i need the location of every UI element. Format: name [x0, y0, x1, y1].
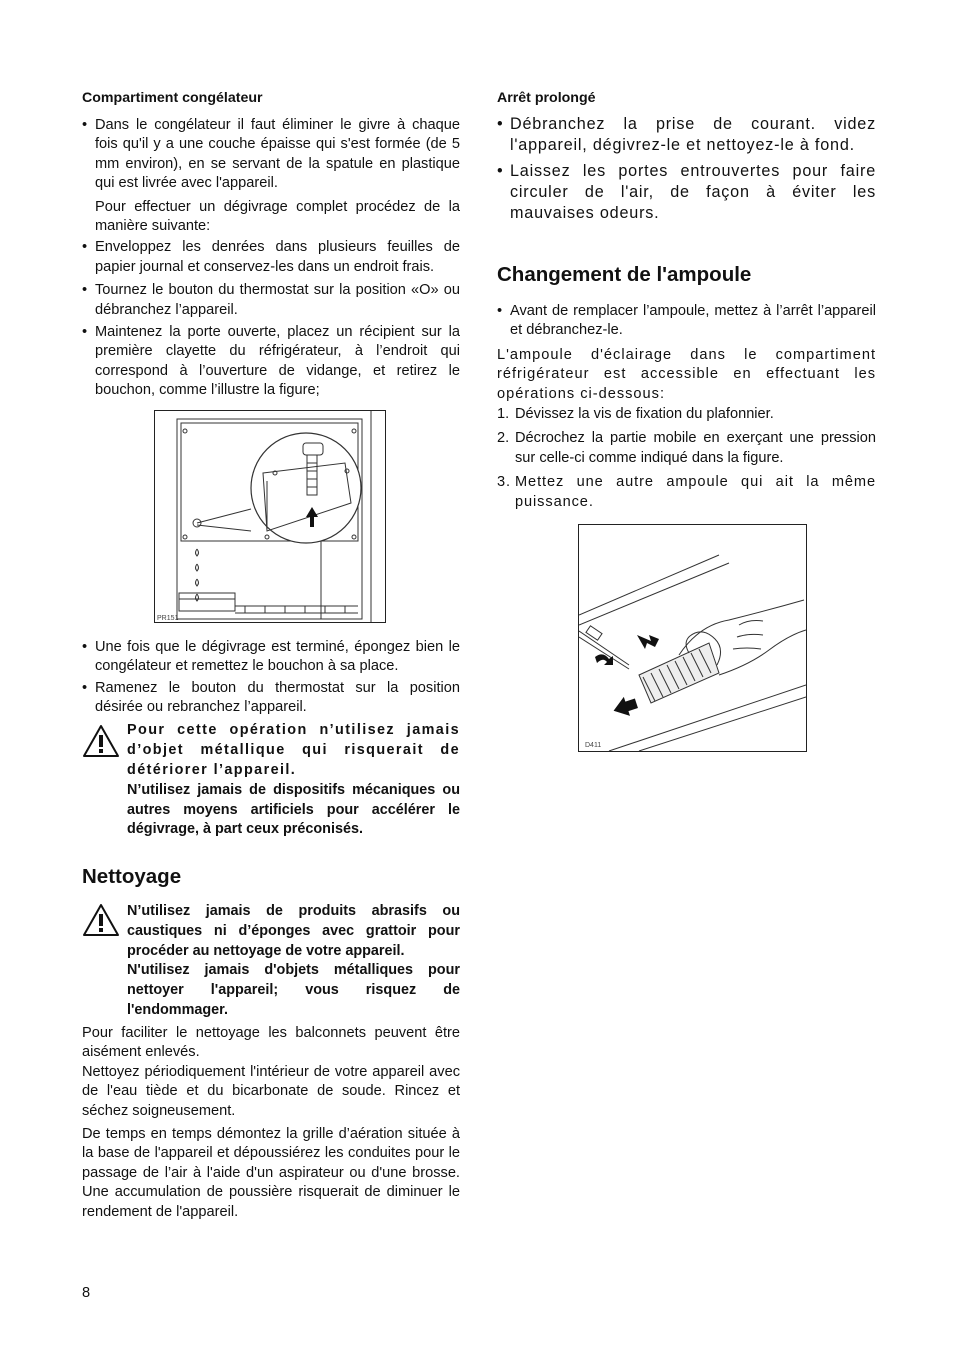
warning-cleaning	[82, 902, 460, 1021]
step-text: Dévissez la vis de fixation du plafonnier.	[515, 406, 774, 423]
freezer-bullet-4: • Maintenez la porte ouverte, placez un récipient sur la première clayette du réfrigérateur, à l’endroit qui correspond à l’ouverture de vidange, et retirez le bouchon, comme l’illustre la figure;	[82, 323, 460, 401]
left-column	[82, 88, 460, 1222]
step-text: Mettez une autre ampoule qui ait la même puissance.	[515, 474, 876, 510]
step-number: 1.	[497, 406, 510, 423]
step-number: 3.	[497, 474, 511, 491]
bulb-figure	[578, 524, 807, 752]
freezer-bullet-5: • Une fois que le dégivrage est terminé, épongez bien le congélateur et remettez le bouchon à sa place.	[82, 638, 460, 677]
step-number: 2.	[497, 430, 510, 447]
cleaning-paragraph-1: Pour faciliter le nettoyage les balconnets peuvent être aisément enlevés.	[82, 1024, 460, 1061]
long-stop-bullet-2: • Laissez les portes entrouvertes pour faire circuler de l'air, de façon à éviter les mauvaises odeurs.	[497, 161, 876, 224]
defrost-figure	[154, 410, 386, 623]
freezer-paragraph-1: Pour effectuer un dégivrage complet procédez de la manière suivante:	[95, 198, 460, 235]
cleaning-heading: Nettoyage	[82, 865, 182, 889]
freezer-heading: Compartiment congélateur	[82, 90, 263, 106]
freezer-bullet-1: • Dans le congélateur il faut éliminer le givre à chaque fois qu'il y a une couche épaisse qui s'est formée (de 5 mm environ), en se servant de la spatule en plastique qui est livrée avec l'appareil.	[82, 116, 460, 194]
bulb-step-3	[497, 473, 876, 512]
freezer-bullet-2: • Enveloppez les denrées dans plusieurs feuilles de papier journal et conservez-les dans un endroit frais.	[82, 238, 460, 277]
warning-defrost-text-2: N’utilisez jamais de dispositifs mécaniques ou autres moyens artificiels pour accélérer le dégivrage, à part ceux préconisés.	[127, 781, 460, 838]
freezer-bullet-6: • Ramenez le bouton du thermostat sur la position désirée ou rebranchez l’appareil.	[82, 679, 460, 718]
freezer-bullet-3: • Tournez le bouton du thermostat sur la position «O» ou débranchez l’appareil.	[82, 281, 460, 320]
page-number: 8	[82, 1285, 91, 1301]
figure-code: PR151	[157, 614, 179, 622]
warning-defrost	[82, 721, 460, 840]
bulb-paragraph: L'ampoule d'éclairage dans le compartiment réfrigérateur est accessible en effectuant les opérations ci-dessous:	[497, 346, 876, 402]
right-column	[497, 88, 876, 752]
warning-cleaning-text-1: N’utilisez jamais de produits abrasifs ou caustiques ni d’éponges avec grattoir pour procéder au nettoyage de votre appareil.	[127, 903, 460, 959]
figure-code: D411	[585, 742, 602, 750]
warning-icon	[82, 903, 120, 937]
step-text: Décrochez la partie mobile en exerçant une pression sur celle-ci comme indiqué dans la figure.	[515, 430, 876, 466]
cleaning-paragraph-2: Nettoyez périodiquement l'intérieur de votre appareil avec de l'eau tiède et du bicarbonate de soude. Rincez et séchez soigneusement.	[82, 1063, 460, 1119]
long-stop-heading: Arrêt prolongé	[497, 90, 596, 106]
long-stop-bullet-1: • Débranchez la prise de courant. videz l'appareil, dégivrez-le et nettoyez-le à fond.	[497, 114, 876, 156]
cleaning-paragraph-3: De temps en temps démontez la grille d’aération située à la base de l'appareil et dépoussiérez les conduites pour le passage de l’air à l'aide d'un aspirateur ou d'une brosse. Une accumulation de poussière risquerait de diminuer le rendement de l'appareil.	[82, 1125, 460, 1220]
warning-icon	[82, 724, 120, 758]
bulb-heading: Changement de l'ampoule	[497, 263, 752, 286]
freezer-drain-illustration	[155, 411, 385, 622]
bulb-step-2	[497, 429, 876, 468]
warning-cleaning-text-2: N'utilisez jamais d'objets métalliques pour nettoyer l'appareil; vous risquez de l'endommager.	[127, 962, 460, 1019]
bulb-step-1	[497, 405, 876, 424]
bulb-replacement-illustration	[579, 525, 806, 751]
bulb-bullet-1: • Avant de remplacer l’ampoule, mettez à l’arrêt l’appareil et débranchez-le.	[497, 302, 876, 341]
warning-defrost-text-1: Pour cette opération n’utilisez jamais d’objet métallique qui risquerait de détériorer l’appareil.	[127, 722, 460, 778]
